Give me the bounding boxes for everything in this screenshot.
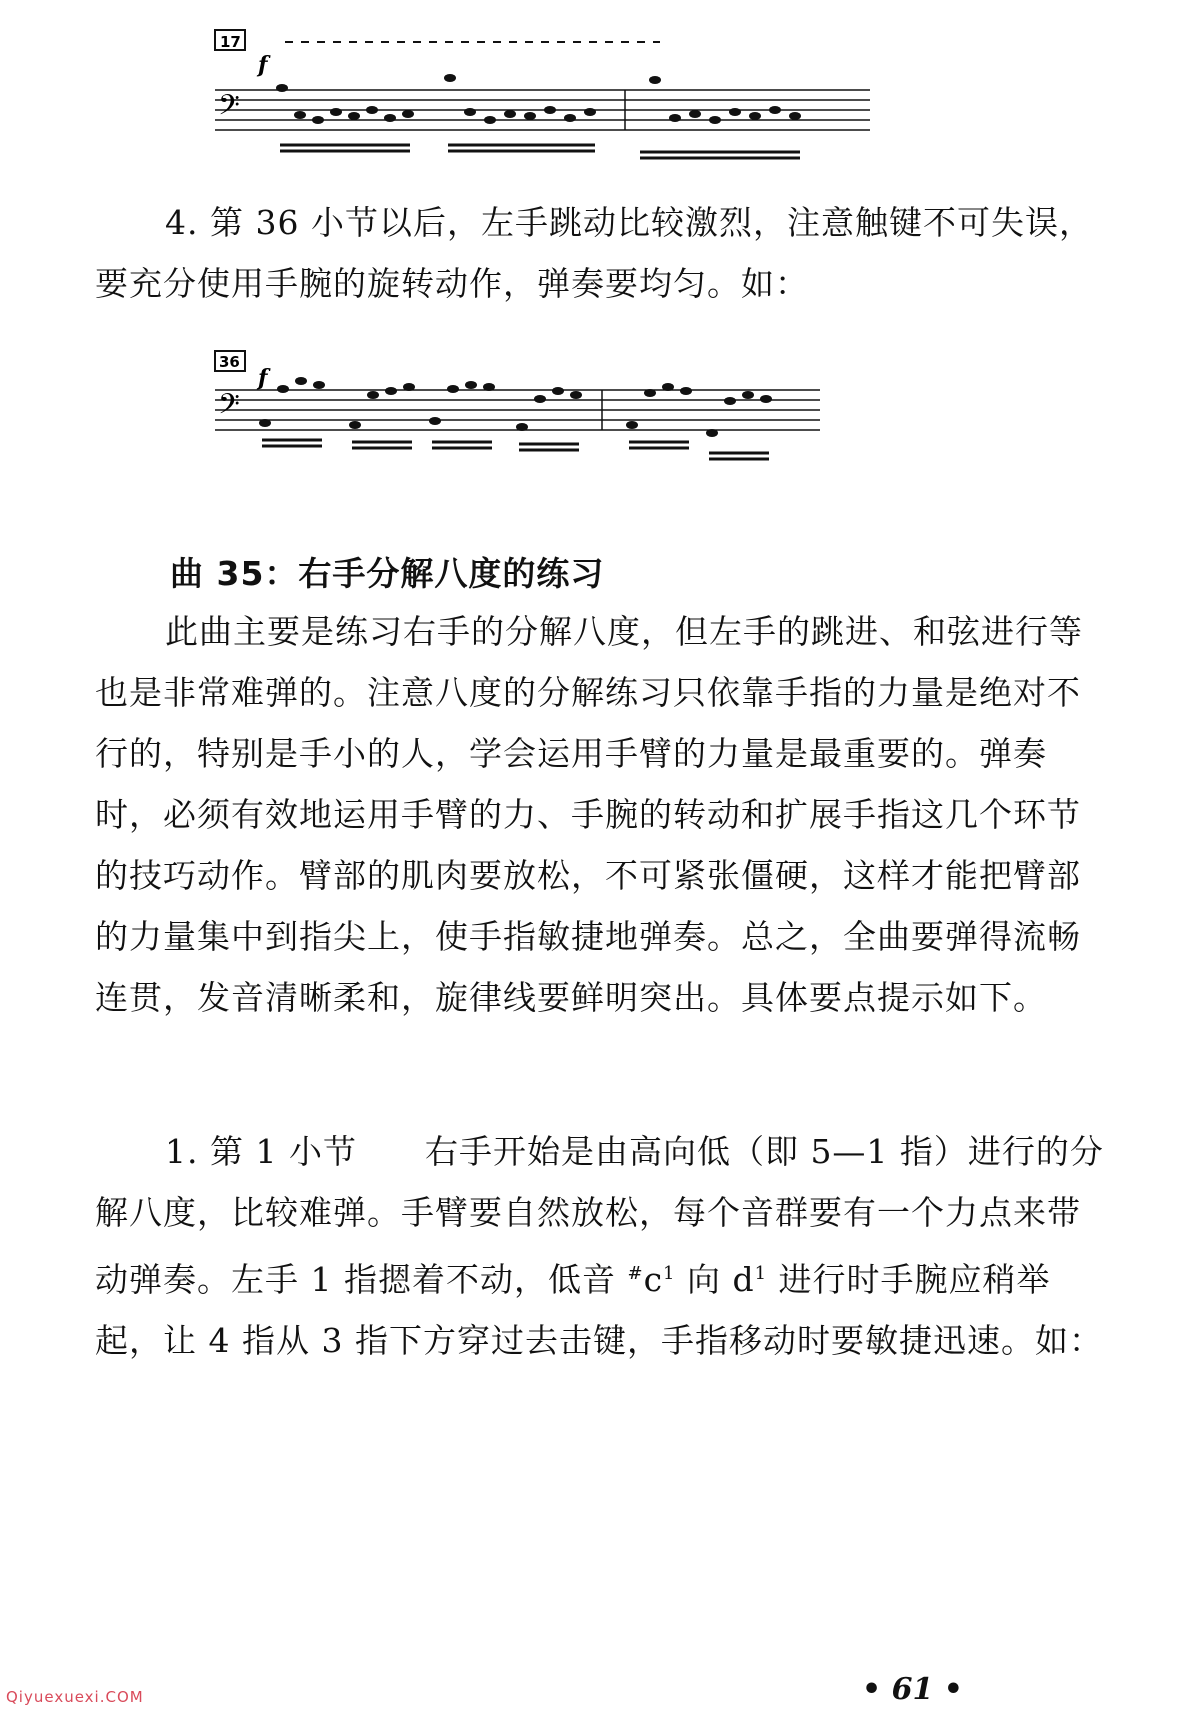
- svg-text:𝄢: 𝄢: [218, 388, 240, 428]
- paragraph-piece-35-intro: 此曲主要是练习右手的分解八度，但左手的跳进、和弦进行等也是非常难弹的。注意八度的分解练习只依靠手指的力量是绝对不行的，特别是手小的人，学会运用手臂的力量是最重要的。弹奏时，必须有效地运用手臂的力、手腕的转动和扩展手指这几个环节的技巧动作。臂部的肌肉要放松，不可紧张僵硬，这样才能把臂部的力量集中到指尖上，使手指敏捷地弹奏。总之，全曲要弹得流畅连贯，发音清晰柔和，旋律线要鲜明突出。具体要点提示如下。: [95, 612, 1083, 1017]
- watermark: Qiyuexuexi.COM: [6, 1688, 144, 1706]
- svg-text:𝄢: 𝄢: [218, 89, 240, 129]
- paragraph-measure-1: 1. 第 1 小节 右手开始是由高向低（即 5—1 指）进行的分解八度，比较难弹。手臂要自然放松，每个音群要有一个力点来带动弹奏。左手 1 指摁着不动，低音 $^{\#}c^1$ 向 $d^1$ 进行时手腕应稍举起，让 4 指从 3 指下方穿过去击键，手指移动时要敏捷迅速。如：: [95, 1132, 1104, 1360]
- music-score-measure-36: [0, 345, 1200, 480]
- dynamic-marking: f: [258, 365, 268, 391]
- measure-number: 17: [220, 33, 241, 51]
- paragraph-measure-36: 4. 第 36 小节以后，左手跳动比较激烈，注意触键不可失误，要充分使用手腕的旋转动作，弹奏要均匀。如：: [95, 203, 1093, 303]
- section-heading: 曲 35：右手分解八度的练习: [170, 554, 605, 593]
- music-score-measure-17: [0, 20, 1200, 170]
- dynamic-marking: f: [258, 52, 268, 78]
- page-number: • 61 •: [862, 1672, 963, 1707]
- measure-number: 36: [219, 353, 240, 371]
